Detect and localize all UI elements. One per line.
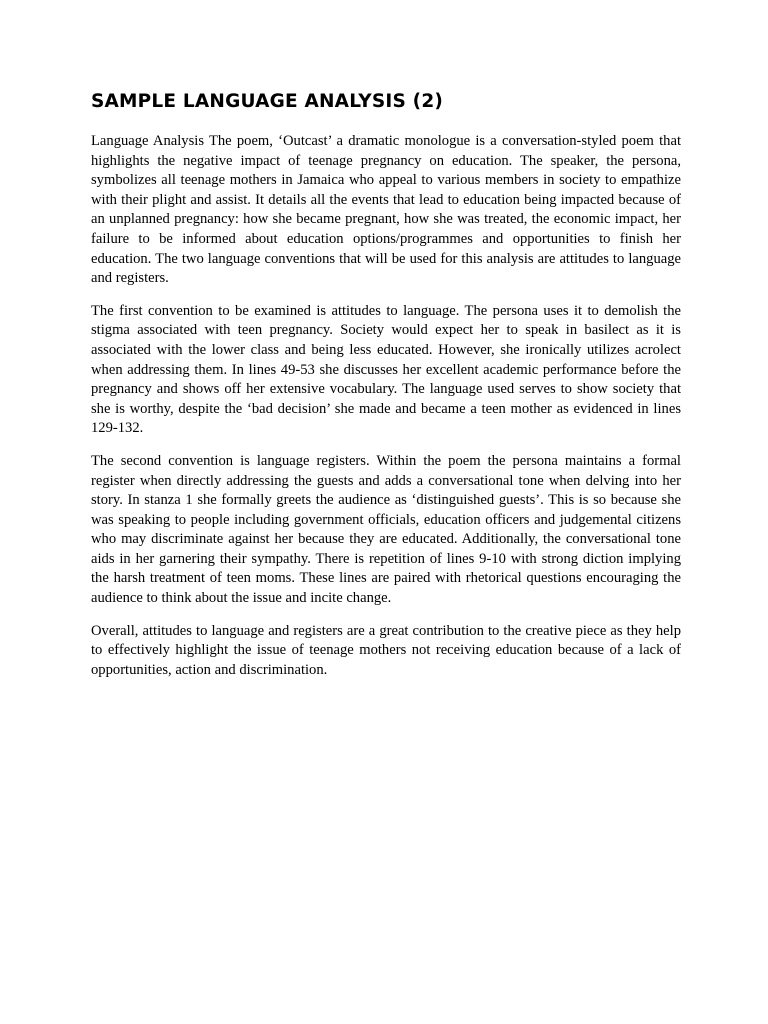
paragraph-language-registers: The second convention is language registers. Within the poem the persona maintains a formal register when directly addressing the guests and adds a conversational tone when delving into her story. In stanza 1 she formally greets the audience as ‘distinguished guests’. This is so because she was speaking to people including government officials, education officers and judgemental citizens who may discriminate against her because they are educated. Additionally, the conversational tone aids in her garnering their sympathy. There is repetition of lines 9-10 with strong diction implying the harsh treatment of teen moms. These lines are paired with rhetorical questions encouraging the audience to think about the issue and incite change.: [91, 452, 681, 607]
paragraph-conclusion: Overall, attitudes to language and registers are a great contribution to the creative piece as they help to effectively highlight the issue of teenage mothers not receiving education because of a lack of opportunities, action and discrimination.: [91, 622, 681, 678]
page-title: SAMPLE LANGUAGE ANALYSIS (2): [91, 91, 444, 112]
document-body: [91, 90, 681, 693]
paragraph-introduction: Language Analysis The poem, ‘Outcast’ a dramatic monologue is a conversation-styled poem that highlights the negative impact of teenage pregnancy on education. The speaker, the persona, symbolizes all teenage mothers in Jamaica who appeal to various members in society to empathize with their plight and assist. It details all the events that lead to education being impacted because of an unplanned pregnancy: how she became pregnant, how she was treated, the economic impact, her failure to be informed about education options/programmes and opportunities to finish her education. The two language conventions that will be used for this analysis are attitudes to language and registers.: [91, 133, 681, 287]
paragraph-attitudes-to-language: The first convention to be examined is attitudes to language. The persona uses it to demolish the stigma associated with teen pregnancy. Society would expect her to speak in basilect as it is associated with the lower class and being less educated. However, she ironically utilizes acrolect when addressing them. In lines 49-53 she discusses her excellent academic performance before the pregnancy and shows off her extensive vocabulary. The language used serves to show society that she is worthy, despite the ‘bad decision’ she made and became a teen mother as evidenced in lines 129-132.: [91, 302, 681, 437]
